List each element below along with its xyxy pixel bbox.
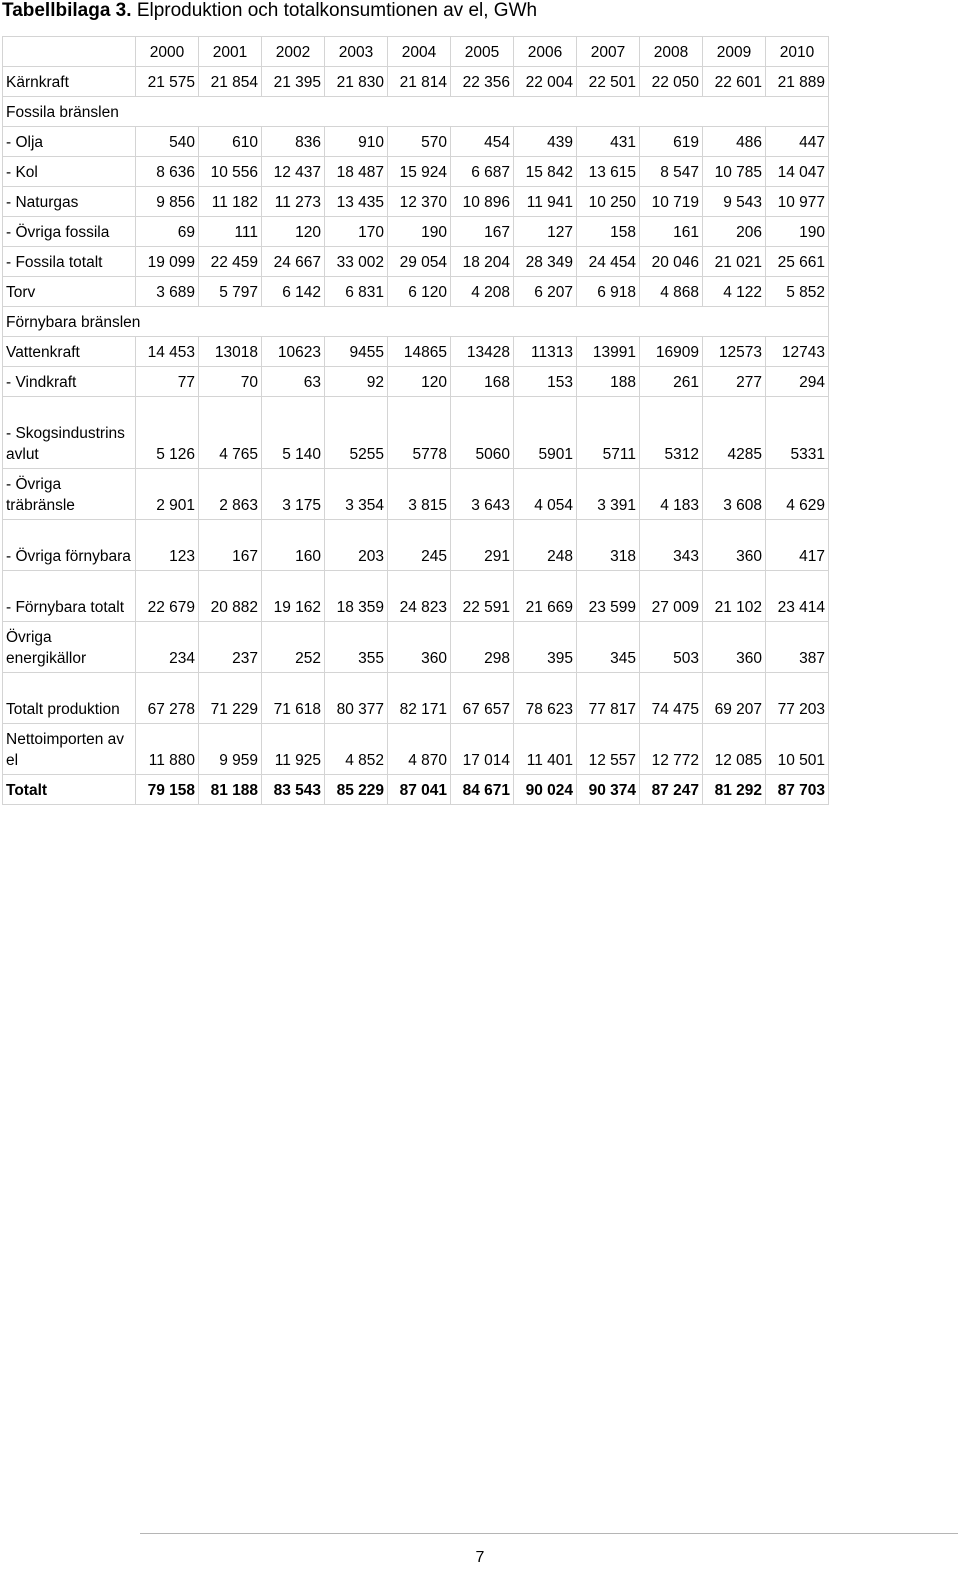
- row-label: Vattenkraft: [3, 337, 136, 367]
- table-cell: 81 292: [703, 775, 766, 805]
- table-cell: 14865: [388, 337, 451, 367]
- row-label: Fossila bränslen: [3, 97, 829, 127]
- row-label: Förnybara bränslen: [3, 307, 829, 337]
- footer-rule: [140, 1533, 958, 1534]
- table-row: [3, 775, 829, 805]
- table-cell: 71 229: [199, 673, 262, 724]
- table-cell: 77 817: [577, 673, 640, 724]
- table-cell: 160: [262, 520, 325, 571]
- table-cell: 22 601: [703, 67, 766, 97]
- table-row: [3, 127, 829, 157]
- table-cell: 21 889: [766, 67, 829, 97]
- table-cell: 190: [388, 217, 451, 247]
- table-cell: 5312: [640, 397, 703, 469]
- table-cell: 5 140: [262, 397, 325, 469]
- table-cell: 2 863: [199, 469, 262, 520]
- table-cell: 21 814: [388, 67, 451, 97]
- table-cell: 70: [199, 367, 262, 397]
- table-cell: 77: [136, 367, 199, 397]
- table-cell: 206: [703, 217, 766, 247]
- table-cell: 69 207: [703, 673, 766, 724]
- table-row: [3, 247, 829, 277]
- table-cell: 3 689: [136, 277, 199, 307]
- table-cell: 21 575: [136, 67, 199, 97]
- table-cell: 4 852: [325, 724, 388, 775]
- table-cell: 6 120: [388, 277, 451, 307]
- table-cell: 24 667: [262, 247, 325, 277]
- table-cell: 486: [703, 127, 766, 157]
- table-cell: 417: [766, 520, 829, 571]
- table-cell: 4 208: [451, 277, 514, 307]
- table-cell: 12573: [703, 337, 766, 367]
- table-cell: 8 547: [640, 157, 703, 187]
- table-cell: 22 459: [199, 247, 262, 277]
- table-cell: 20 882: [199, 571, 262, 622]
- table-cell: 5 852: [766, 277, 829, 307]
- table-cell: 21 669: [514, 571, 577, 622]
- table-cell: 23 414: [766, 571, 829, 622]
- table-cell: 188: [577, 367, 640, 397]
- table-cell: 90 024: [514, 775, 577, 805]
- table-row: [3, 397, 829, 469]
- table-cell: 81 188: [199, 775, 262, 805]
- table-cell: 19 099: [136, 247, 199, 277]
- table-cell: 82 171: [388, 673, 451, 724]
- row-label: - Olja: [3, 127, 136, 157]
- table-cell: 343: [640, 520, 703, 571]
- table-cell: 11 401: [514, 724, 577, 775]
- table-cell: 87 041: [388, 775, 451, 805]
- table-cell: 87 247: [640, 775, 703, 805]
- header-row: [3, 37, 829, 67]
- row-label: - Övriga träbränsle: [3, 469, 136, 520]
- year-header: 2002: [262, 37, 325, 67]
- table-cell: 4 868: [640, 277, 703, 307]
- page-number: 7: [475, 1549, 485, 1566]
- table-cell: 22 591: [451, 571, 514, 622]
- table-cell: 8 636: [136, 157, 199, 187]
- table-cell: 18 487: [325, 157, 388, 187]
- table-cell: 570: [388, 127, 451, 157]
- table-row: [3, 622, 829, 673]
- year-header: 2005: [451, 37, 514, 67]
- table-cell: 3 175: [262, 469, 325, 520]
- table-cell: 71 618: [262, 673, 325, 724]
- table-cell: 120: [262, 217, 325, 247]
- table-cell: 67 657: [451, 673, 514, 724]
- table-cell: 27 009: [640, 571, 703, 622]
- table-cell: 90 374: [577, 775, 640, 805]
- table-cell: 21 395: [262, 67, 325, 97]
- table-cell: 10 501: [766, 724, 829, 775]
- table-cell: 4 765: [199, 397, 262, 469]
- table-cell: 836: [262, 127, 325, 157]
- table-cell: 6 687: [451, 157, 514, 187]
- table-cell: 3 608: [703, 469, 766, 520]
- row-label: - Naturgas: [3, 187, 136, 217]
- table-cell: 63: [262, 367, 325, 397]
- row-label: Torv: [3, 277, 136, 307]
- table-cell: 540: [136, 127, 199, 157]
- table-cell: 167: [451, 217, 514, 247]
- table-cell: 69: [136, 217, 199, 247]
- table-cell: 22 501: [577, 67, 640, 97]
- table-cell: 9 856: [136, 187, 199, 217]
- year-header: 2008: [640, 37, 703, 67]
- table-cell: 360: [388, 622, 451, 673]
- table-cell: 203: [325, 520, 388, 571]
- table-cell: 431: [577, 127, 640, 157]
- table-cell: 158: [577, 217, 640, 247]
- table-cell: 74 475: [640, 673, 703, 724]
- table-cell: 28 349: [514, 247, 577, 277]
- table-cell: 10 896: [451, 187, 514, 217]
- table-cell: 15 924: [388, 157, 451, 187]
- table-cell: 92: [325, 367, 388, 397]
- table-cell: 318: [577, 520, 640, 571]
- year-header: 2003: [325, 37, 388, 67]
- table-cell: 5 126: [136, 397, 199, 469]
- table-cell: 5331: [766, 397, 829, 469]
- table-cell: 77 203: [766, 673, 829, 724]
- table-cell: 17 014: [451, 724, 514, 775]
- table-cell: 5255: [325, 397, 388, 469]
- table-cell: 11 925: [262, 724, 325, 775]
- table-cell: 11 880: [136, 724, 199, 775]
- table-cell: 23 599: [577, 571, 640, 622]
- table-cell: 170: [325, 217, 388, 247]
- table-cell: 12 772: [640, 724, 703, 775]
- row-label: - Övriga fossila: [3, 217, 136, 247]
- year-header: 2001: [199, 37, 262, 67]
- table-cell: 21 830: [325, 67, 388, 97]
- table-cell: 21 021: [703, 247, 766, 277]
- table-cell: 21 854: [199, 67, 262, 97]
- table-cell: 13018: [199, 337, 262, 367]
- year-header: 2000: [136, 37, 199, 67]
- table-cell: 190: [766, 217, 829, 247]
- table-row: [3, 187, 829, 217]
- table-cell: 5 797: [199, 277, 262, 307]
- table-cell: 10 785: [703, 157, 766, 187]
- table-cell: 9 959: [199, 724, 262, 775]
- table-cell: 248: [514, 520, 577, 571]
- year-header: 2004: [388, 37, 451, 67]
- table-cell: 24 823: [388, 571, 451, 622]
- row-label: - Övriga förnybara: [3, 520, 136, 571]
- electricity-table: [2, 36, 829, 805]
- table-cell: 78 623: [514, 673, 577, 724]
- table-cell: 6 918: [577, 277, 640, 307]
- table-cell: 18 204: [451, 247, 514, 277]
- table-cell: 9455: [325, 337, 388, 367]
- table-cell: 16909: [640, 337, 703, 367]
- table-cell: 11 941: [514, 187, 577, 217]
- row-label: - Skogsindustrins avlut: [3, 397, 136, 469]
- table-cell: 345: [577, 622, 640, 673]
- table-cell: 3 354: [325, 469, 388, 520]
- table-row: [3, 367, 829, 397]
- table-cell: 10623: [262, 337, 325, 367]
- table-cell: 12 085: [703, 724, 766, 775]
- table-cell: 355: [325, 622, 388, 673]
- table-cell: 9 543: [703, 187, 766, 217]
- table-cell: 5778: [388, 397, 451, 469]
- table-cell: 261: [640, 367, 703, 397]
- table-cell: 79 158: [136, 775, 199, 805]
- row-label: Totalt produktion: [3, 673, 136, 724]
- table-row: [3, 571, 829, 622]
- table-cell: 168: [451, 367, 514, 397]
- table-row: [3, 217, 829, 247]
- table-cell: 6 207: [514, 277, 577, 307]
- row-label: - Vindkraft: [3, 367, 136, 397]
- table-cell: 6 142: [262, 277, 325, 307]
- table-cell: 22 004: [514, 67, 577, 97]
- table-cell: 10 719: [640, 187, 703, 217]
- table-cell: 610: [199, 127, 262, 157]
- table-cell: 10 250: [577, 187, 640, 217]
- table-cell: 12743: [766, 337, 829, 367]
- year-header: 2010: [766, 37, 829, 67]
- table-cell: 167: [199, 520, 262, 571]
- table-cell: 11313: [514, 337, 577, 367]
- table-cell: 4 054: [514, 469, 577, 520]
- table-cell: 111: [199, 217, 262, 247]
- table-cell: 33 002: [325, 247, 388, 277]
- table-title-number: Tabellbilaga 3.: [2, 0, 132, 21]
- table-cell: 11 182: [199, 187, 262, 217]
- table-cell: 12 370: [388, 187, 451, 217]
- table-cell: 161: [640, 217, 703, 247]
- table-cell: 24 454: [577, 247, 640, 277]
- table-cell: 2 901: [136, 469, 199, 520]
- table-cell: 84 671: [451, 775, 514, 805]
- table-cell: 298: [451, 622, 514, 673]
- table-cell: 14 047: [766, 157, 829, 187]
- table-cell: 127: [514, 217, 577, 247]
- table-body: [3, 37, 829, 805]
- table-cell: 5711: [577, 397, 640, 469]
- table-cell: 10 977: [766, 187, 829, 217]
- table-cell: 252: [262, 622, 325, 673]
- table-cell: 454: [451, 127, 514, 157]
- table-cell: 360: [703, 520, 766, 571]
- table-cell: 234: [136, 622, 199, 673]
- row-label: Övriga energikällor: [3, 622, 136, 673]
- table-cell: 19 162: [262, 571, 325, 622]
- table-cell: 22 050: [640, 67, 703, 97]
- table-cell: 619: [640, 127, 703, 157]
- table-row: [3, 307, 829, 337]
- table-cell: 5060: [451, 397, 514, 469]
- table-cell: 21 102: [703, 571, 766, 622]
- table-cell: 13428: [451, 337, 514, 367]
- row-label: Totalt: [3, 775, 136, 805]
- table-cell: 387: [766, 622, 829, 673]
- row-label: - Fossila totalt: [3, 247, 136, 277]
- table-row: [3, 67, 829, 97]
- table-cell: 503: [640, 622, 703, 673]
- row-label: Nettoimporten av el: [3, 724, 136, 775]
- table-cell: 25 661: [766, 247, 829, 277]
- year-header: 2006: [514, 37, 577, 67]
- year-header: 2007: [577, 37, 640, 67]
- table-cell: 3 815: [388, 469, 451, 520]
- table-cell: 360: [703, 622, 766, 673]
- table-cell: 4 122: [703, 277, 766, 307]
- table-cell: 80 377: [325, 673, 388, 724]
- row-label: - Kol: [3, 157, 136, 187]
- table-cell: 153: [514, 367, 577, 397]
- table-title-text: Elproduktion och totalkonsumtionen av el, GWh: [136, 0, 538, 21]
- table-row: [3, 157, 829, 187]
- table-cell: 22 356: [451, 67, 514, 97]
- header-corner: [3, 37, 136, 67]
- table-row: [3, 724, 829, 775]
- table-row: [3, 337, 829, 367]
- table-cell: 14 453: [136, 337, 199, 367]
- year-header: 2009: [703, 37, 766, 67]
- table-cell: 439: [514, 127, 577, 157]
- table-cell: 245: [388, 520, 451, 571]
- table-cell: 13 615: [577, 157, 640, 187]
- table-row: [3, 97, 829, 127]
- table-cell: 4285: [703, 397, 766, 469]
- table-cell: 910: [325, 127, 388, 157]
- table-cell: 83 543: [262, 775, 325, 805]
- table-cell: 10 556: [199, 157, 262, 187]
- table-cell: 120: [388, 367, 451, 397]
- table-cell: 447: [766, 127, 829, 157]
- table-row: [3, 469, 829, 520]
- row-label: - Förnybara totalt: [3, 571, 136, 622]
- table-cell: 20 046: [640, 247, 703, 277]
- table-cell: 15 842: [514, 157, 577, 187]
- table-row: [3, 673, 829, 724]
- table-title: [2, 0, 537, 23]
- table-cell: 22 679: [136, 571, 199, 622]
- table-cell: 85 229: [325, 775, 388, 805]
- table-cell: 12 437: [262, 157, 325, 187]
- table-cell: 291: [451, 520, 514, 571]
- table-cell: 13991: [577, 337, 640, 367]
- table-cell: 4 629: [766, 469, 829, 520]
- table-cell: 294: [766, 367, 829, 397]
- table-row: [3, 277, 829, 307]
- row-label: Kärnkraft: [3, 67, 136, 97]
- table-cell: 4 183: [640, 469, 703, 520]
- table-cell: 4 870: [388, 724, 451, 775]
- table-cell: 237: [199, 622, 262, 673]
- table-cell: 6 831: [325, 277, 388, 307]
- table-cell: 12 557: [577, 724, 640, 775]
- table-row: [3, 520, 829, 571]
- table-cell: 3 643: [451, 469, 514, 520]
- table-cell: 277: [703, 367, 766, 397]
- table-cell: 87 703: [766, 775, 829, 805]
- table-cell: 18 359: [325, 571, 388, 622]
- table-cell: 29 054: [388, 247, 451, 277]
- table-cell: 13 435: [325, 187, 388, 217]
- table-cell: 5901: [514, 397, 577, 469]
- table-cell: 395: [514, 622, 577, 673]
- table-cell: 67 278: [136, 673, 199, 724]
- table-cell: 3 391: [577, 469, 640, 520]
- table-cell: 123: [136, 520, 199, 571]
- table-cell: 11 273: [262, 187, 325, 217]
